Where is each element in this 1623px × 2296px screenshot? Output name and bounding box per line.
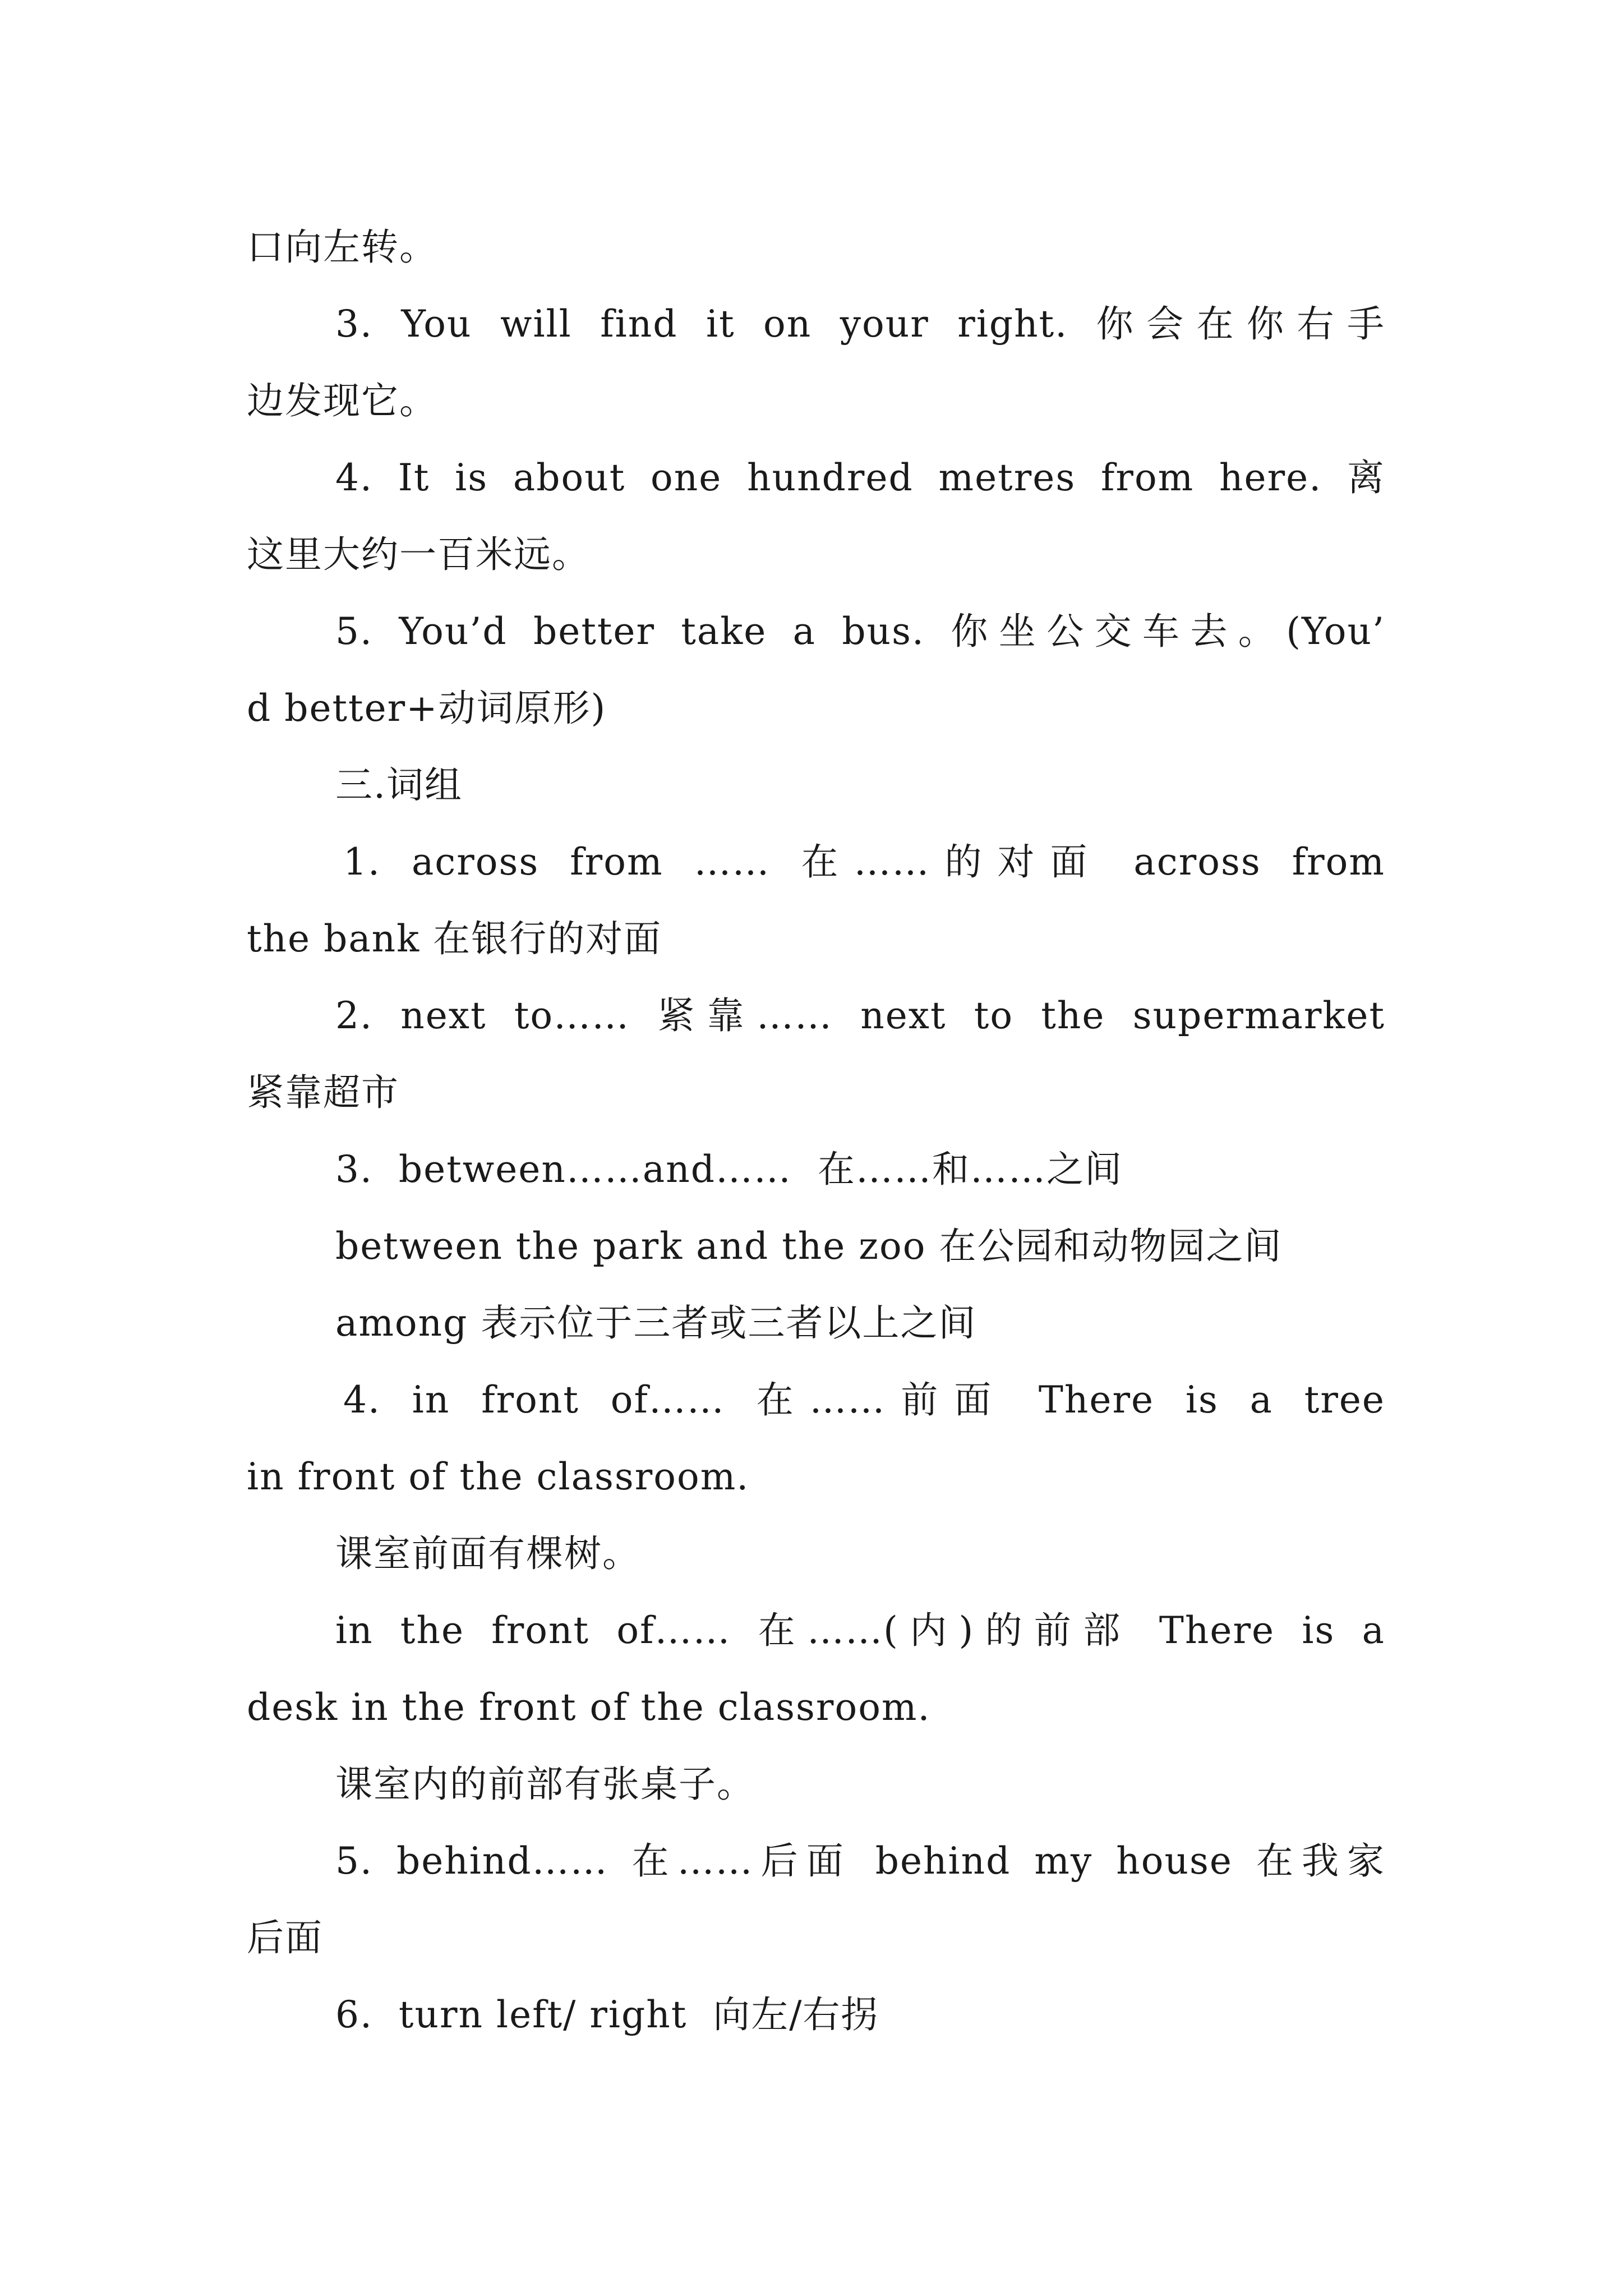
text-line: 4. in front of…… 在……前面 There is a tree [343, 1378, 1385, 1421]
document-body [247, 209, 1385, 2053]
text-line: 课室前面有棵树。 [335, 1532, 640, 1575]
text-line: desk in the front of the classroom. [247, 1686, 931, 1729]
text-line: 3. between……and…… 在……和……之间 [335, 1148, 1123, 1191]
text-line: 紧靠超市 [247, 1071, 399, 1114]
text-line: 5. behind…… 在……后面 behind my house 在我家 [335, 1839, 1385, 1883]
text-line: among 表示位于三者或三者以上之间 [335, 1301, 977, 1345]
text-line: 4. It is about one hundred metres from here. 离 [335, 456, 1385, 499]
section-heading: 三.词组 [335, 763, 463, 807]
text-line: 5. You’d better take a bus. 你坐公交车去。(You’ [335, 610, 1385, 653]
text-line: the bank 在银行的对面 [247, 917, 662, 960]
text-line: 3. You will find it on your right. 你会在你右手 [335, 302, 1385, 346]
text-line: in front of the classroom. [247, 1455, 750, 1498]
text-line: 2. next to…… 紧靠…… next to the supermarket [335, 994, 1385, 1037]
text-line: 这里大约一百米远。 [247, 533, 590, 576]
text-line: 课室内的前部有张桌子。 [335, 1763, 755, 1806]
text-line: 后面 [247, 1916, 323, 1959]
text-line: in the front of…… 在……(内)的前部 There is a [335, 1609, 1385, 1652]
text-line: 边发现它。 [247, 379, 437, 422]
text-line: 1. across from …… 在……的对面 across from [343, 840, 1385, 884]
text-line: 口向左转。 [247, 226, 437, 269]
text-line: between the park and the zoo 在公园和动物园之间 [335, 1225, 1283, 1268]
text-line: 6. turn left/ right 向左/右拐 [335, 1993, 879, 2036]
text-line: d better+动词原形) [247, 687, 607, 730]
